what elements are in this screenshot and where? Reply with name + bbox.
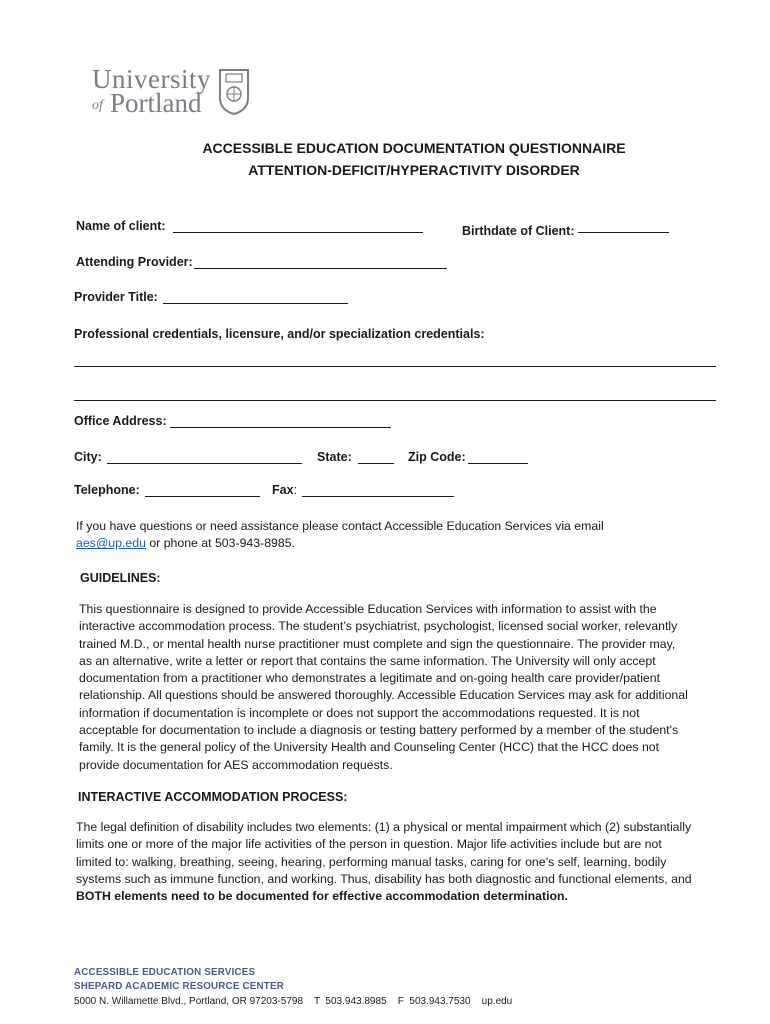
interactive-line: limited to: walking, breathing, seeing, hearing, performing manual tasks, caring for one’s self, learning, bodily bbox=[76, 854, 667, 869]
guidelines-line: relationship. All questions should be answered thoroughly. Accessible Education Services may ask for additional bbox=[79, 688, 688, 703]
footer-center-name: SHEPARD ACADEMIC RESOURCE CENTER bbox=[74, 981, 284, 992]
footer-office-name: ACCESSIBLE EDUCATION SERVICES bbox=[74, 967, 256, 978]
provider-label: Attending Provider: bbox=[76, 255, 193, 269]
credentials-label: Professional credentials, licensure, and/or specialization credentials: bbox=[74, 327, 485, 341]
zip-field[interactable] bbox=[468, 463, 528, 464]
guidelines-line: family. It is the general policy of the University Health and Counseling Center (HCC) that the HCC does not bbox=[79, 740, 660, 755]
interactive-heading: INTERACTIVE ACCOMMODATION PROCESS: bbox=[78, 790, 348, 804]
telephone-label: Telephone: bbox=[74, 483, 140, 497]
provider-title-label: Provider Title: bbox=[74, 290, 158, 304]
guidelines-line: acceptable for documentation to include a diagnosis or testing battery performed by a member of the student's bbox=[79, 723, 679, 738]
document-title-line2: ATTENTION-DEFICIT/HYPERACTIVITY DISORDER bbox=[248, 162, 580, 178]
birthdate-label: Birthdate of Client: bbox=[462, 224, 575, 238]
fax-label bbox=[272, 483, 297, 497]
guidelines-line: information if documentation is incomplete or does not support the accommodations requested. It is not bbox=[79, 705, 640, 720]
credentials-field-1[interactable] bbox=[74, 366, 716, 367]
guidelines-line: This questionnaire is designed to provide Accessible Education Services with information to assist with the bbox=[79, 602, 657, 616]
provider-field[interactable] bbox=[194, 268, 447, 269]
document-title-line1: ACCESSIBLE EDUCATION DOCUMENTATION QUESTIONNAIRE bbox=[202, 140, 626, 156]
interactive-line: systems such as immune function, and working. Thus, disability has both diagnostic and functional elements, and bbox=[76, 871, 692, 886]
interactive-paragraph bbox=[76, 819, 736, 905]
university-seal-icon bbox=[218, 68, 250, 116]
fax-colon: : bbox=[293, 483, 298, 497]
office-address-label: Office Address: bbox=[74, 414, 167, 428]
interactive-bold-line: BOTH elements need to be documented for effective accommodation determination. bbox=[76, 889, 568, 904]
footer-address: 5000 N. Willamette Blvd., Portland, OR 97203-5798 T 503.943.8985 F 503.943.7530 up.edu bbox=[74, 996, 513, 1007]
city-label: City: bbox=[74, 450, 102, 464]
name-label: Name of client: bbox=[76, 219, 166, 233]
guidelines-heading: GUIDELINES: bbox=[80, 571, 161, 585]
office-address-field[interactable] bbox=[170, 427, 391, 428]
email-link[interactable]: aes@up.edu bbox=[76, 536, 146, 551]
state-field[interactable] bbox=[358, 463, 394, 464]
telephone-field[interactable] bbox=[145, 496, 260, 497]
city-field[interactable] bbox=[107, 463, 302, 464]
fax-label-text: Fax bbox=[272, 483, 294, 497]
contact-paragraph bbox=[76, 518, 756, 553]
birthdate-field[interactable] bbox=[578, 232, 669, 233]
logo-university-text: University bbox=[92, 64, 211, 94]
contact-text-line1: If you have questions or need assistance please contact Accessible Education Services via email bbox=[76, 519, 604, 533]
name-field[interactable] bbox=[173, 232, 423, 233]
interactive-line: The legal definition of disability includes two elements: (1) a physical or mental impairment which (2) substantially bbox=[76, 820, 692, 834]
fax-field[interactable] bbox=[302, 496, 454, 497]
credentials-field-2[interactable] bbox=[74, 400, 716, 401]
logo-portland-text: Portland bbox=[110, 88, 202, 118]
guidelines-line: provide documentation for AES accommodation requests. bbox=[79, 757, 393, 772]
guidelines-line: as an alternative, write a letter or report that contains the same information. The University will only accept bbox=[79, 653, 656, 668]
logo-of-text: of bbox=[92, 98, 103, 113]
state-label: State: bbox=[317, 450, 352, 464]
provider-title-field[interactable] bbox=[163, 303, 348, 304]
guidelines-line: trained M.D., or mental health nurse practitioner must complete and sign the questionnaire. The provider may, bbox=[79, 636, 676, 651]
guidelines-line: interactive accommodation process. The student’s psychiatrist, psychologist, licensed social worker, relevantly bbox=[79, 619, 678, 634]
guidelines-paragraph bbox=[79, 601, 729, 774]
contact-text-line2: or phone at 503-943-8985. bbox=[145, 536, 295, 551]
zip-label: Zip Code: bbox=[408, 450, 466, 464]
interactive-line: limits one or more of the major life activities of the person in question. Major life activities include but are not bbox=[76, 837, 662, 852]
guidelines-line: documentation from a practitioner who demonstrates a legitimate and on-going health care provider/patient bbox=[79, 671, 661, 686]
